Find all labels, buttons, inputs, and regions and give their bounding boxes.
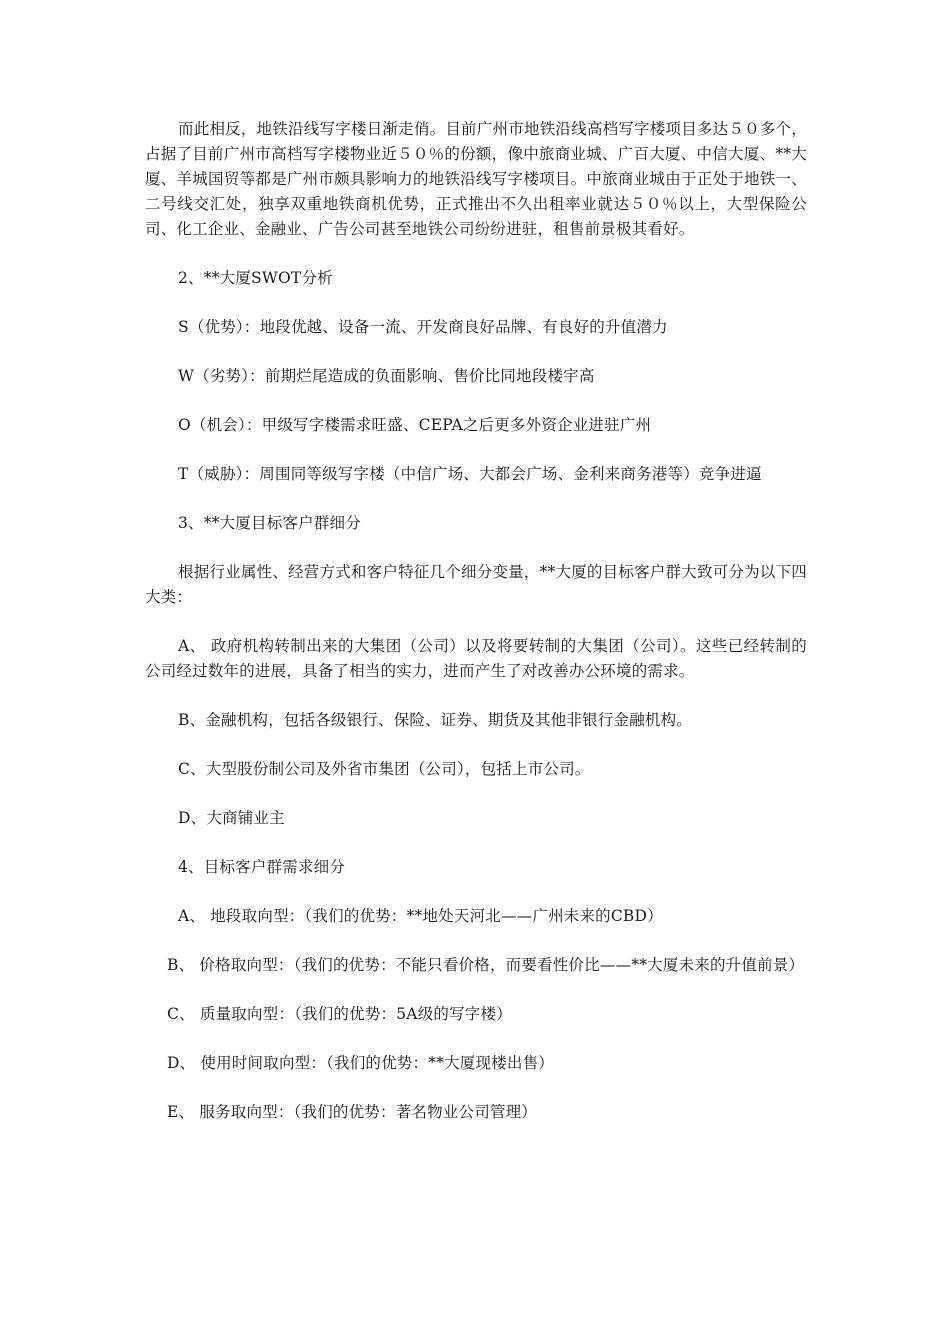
intro-paragraph: 而此相反，地铁沿线写字楼日渐走俏。目前广州市地铁沿线高档写字楼项目多达５０多个，占据了目前广州市高档写字楼物业近５０％的份额，像中旅商业城、广百大厦、中信大厦、**大厦、羊城国贸等都是广州市颇具影响力的地铁沿线写字楼项目。中旅商业城由于正处于地铁一、二号线交汇处，独享双重地铁商机优势，正式推出不久出租率业就达５０％以上，大型保险公司、化工企业、金融业、广告公司甚至地铁公司纷纷进驻，租售前景极其看好。 [145,120,807,238]
client-group-d: D、大商铺业主 [178,809,285,827]
document-page [145,117,807,1149]
swot-opportunities: O（机会）：甲级写字楼需求旺盛、CEPA之后更多外资企业进驻广州 [178,416,652,434]
swot-strengths: S（优势）：地段优越、设备一流、开发商良好品牌、有良好的升值潜力 [178,318,668,336]
swot-threats: T（威胁）：周围同等级写字楼（中信广场、大都会广场、金利来商务港等）竞争进逼 [178,465,762,483]
demand-type-a: A、 地段取向型：（我们的优势：**地处天河北——广州未来的CBD） [178,907,663,925]
demand-type-d: D、 使用时间取向型：（我们的优势：**大厦现楼出售） [167,1054,555,1072]
section-3-heading: 3、**大厦目标客户群细分 [178,514,361,532]
demand-type-b: B、 价格取向型：（我们的优势：不能只看价格，而要看性价比——**大厦未来的升值前景） [167,956,805,974]
swot-weaknesses: W（劣势）：前期烂尾造成的负面影响、售价比同地段楼宇高 [178,367,595,385]
client-group-a: A、 政府机构转制出来的大集团（公司）以及将要转制的大集团（公司）。这些已经转制的公司经过数年的进展，具备了相当的实力，进而产生了对改善办公环境的需求。 [145,637,807,680]
demand-type-c: C、 质量取向型：（我们的优势：5A级的写字楼） [167,1005,512,1023]
segmentation-intro: 根据行业属性、经营方式和客户特征几个细分变量，**大厦的目标客户群大致可分为以下四大类： [145,563,807,606]
section-4-heading: 4、目标客户群需求细分 [178,858,346,876]
demand-type-e: E、 服务取向型：（我们的优势：著名物业公司管理） [167,1103,537,1121]
client-group-c: C、大型股份制公司及外省市集团（公司），包括上市公司。 [178,760,591,778]
client-group-b: B、金融机构，包括各级银行、保险、证券、期货及其他非银行金融机构。 [178,711,692,729]
section-2-heading: 2、**大厦SWOT分析 [178,269,333,287]
